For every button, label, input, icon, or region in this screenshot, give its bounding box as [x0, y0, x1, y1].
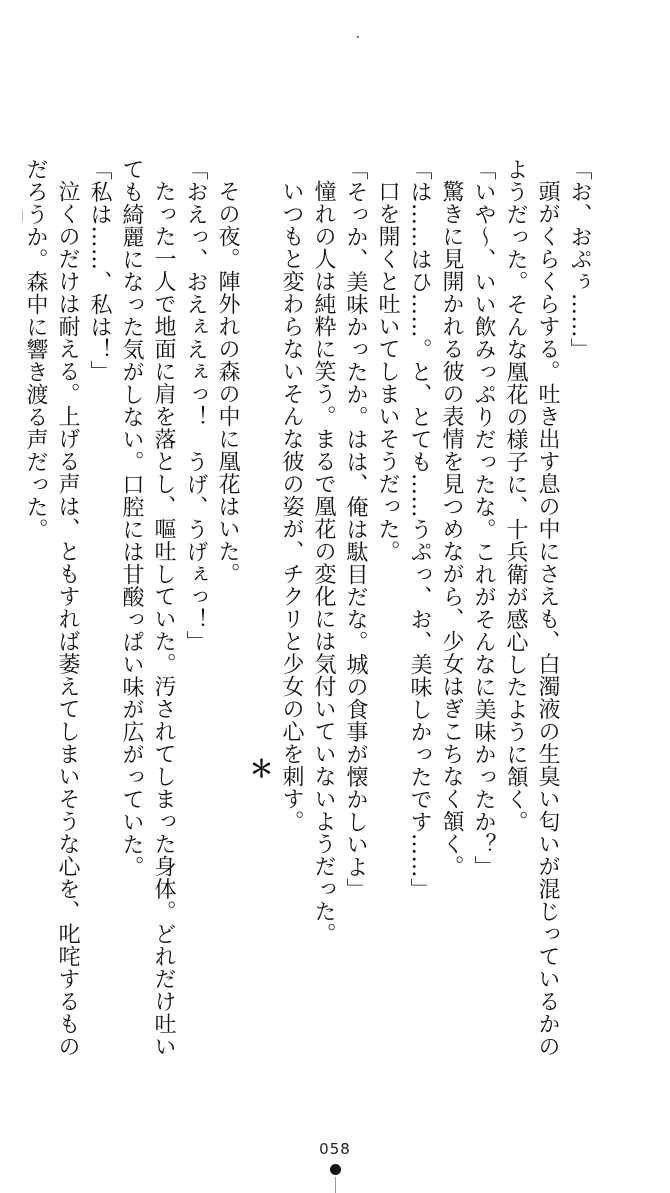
text-line-6: 「は……はひ……。と、とても……うぷっ、お、美味しかったです……」	[407, 158, 432, 901]
text-line-8: 「そっか、美味かったか。はは、俺は駄目だな。城の食事が懐かしいよ」	[343, 158, 368, 901]
page-dot-icon	[330, 1164, 341, 1175]
text-line-4: 「いや～、いい飲みっぷりだったな。これがそんなに美味かったか？」	[471, 158, 496, 878]
text-line-2: 頭がくらくらする。吐き出す息の中にさえも、白濁液の生臭い匂いが混じっているかの	[535, 180, 560, 1058]
text-line-14: ても綺麗になった気がしない。口腔には甘酸っぱい味が広がっていた。	[119, 158, 144, 878]
text-line-11: その夜。陣外れの森の中に凰花はいた。	[215, 180, 240, 585]
vertical-text-body	[19, 158, 595, 1058]
text-line-13: たった一人で地面に肩を落とし、嘔吐していた。汚されてしまった身体。どれだけ吐い	[151, 180, 176, 1058]
text-line-10: いつもと変わらないそんな彼の姿が、チクリと少女の心を刺す。	[279, 180, 304, 833]
text-line-12: 「おえっ、おえぇえぇっ！ うげ、うげぇっ！」	[183, 158, 208, 653]
text-line-1: 「お、おぷぅ……」	[567, 158, 592, 361]
text-line-7: 口を開くと吐いてしまいそうだった。	[375, 180, 400, 563]
text-line-17: だろうか。森中に響き渡る声だった。	[23, 158, 48, 541]
scene-break-asterisk: ＊	[245, 755, 274, 781]
text-line-5: 驚きに見開かれる彼の表情を見つめながら、少女はぎこちなく頷く。	[439, 180, 464, 878]
top-crop-mark	[357, 36, 359, 38]
page-tick-mark	[335, 1177, 336, 1193]
text-line-15: 「私は……、私は！」	[87, 158, 112, 383]
page-number: 058	[319, 1140, 351, 1158]
text-line-3: ようだった。そんな凰花の様子に、十兵衛が感心したように頷く。	[503, 158, 528, 833]
text-line-9: 憧れの人は純粋に笑う。まるで凰花の変化には気付いていないようだった。	[311, 180, 336, 945]
page-footer	[0, 1140, 670, 1193]
text-line-16: 泣くのだけは耐える。上げる声は、ともすれば萎えてしまいそうな心を、叱咤するもの	[55, 180, 80, 1058]
